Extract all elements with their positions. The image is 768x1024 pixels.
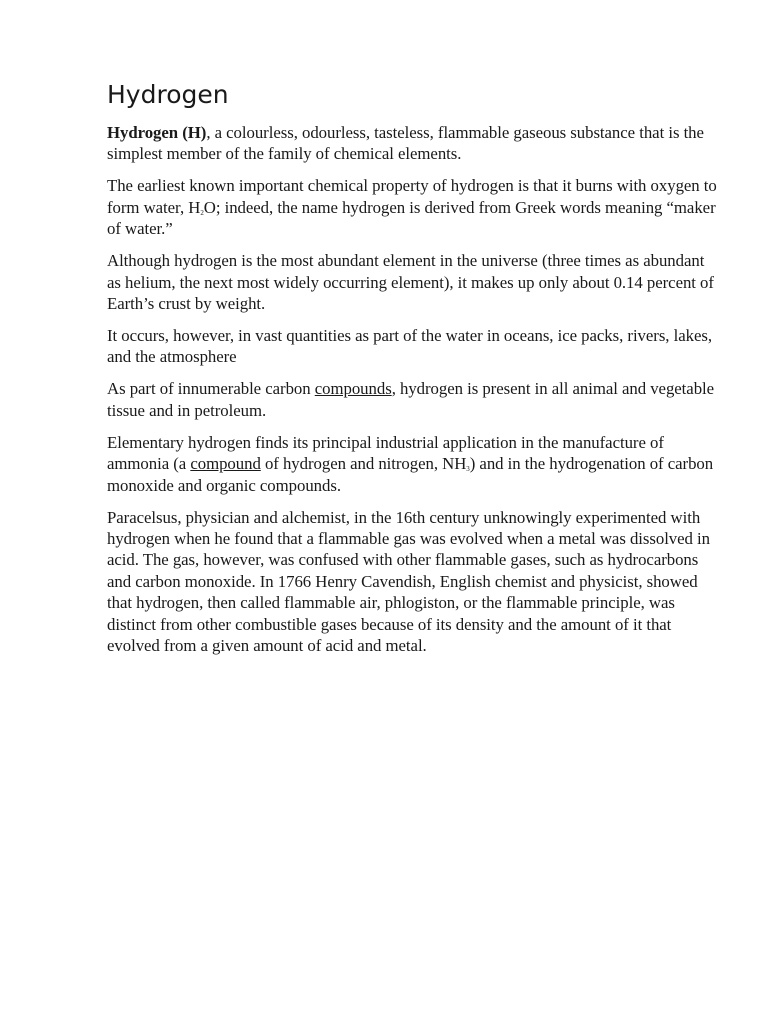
text: The earliest known important chemical property of hydrogen is that it burns with: [107, 176, 651, 196]
text: ’s crust by weight.: [143, 294, 266, 314]
text: Although hydrogen is the most abundant element in the: [107, 251, 482, 271]
subscript: 2: [200, 208, 204, 217]
text: It occurs, however, in vast quantities as part of the water in oceans,: [107, 326, 558, 346]
link-phlogiston[interactable]: phlogiston: [384, 593, 456, 613]
subscript: 3: [466, 465, 470, 474]
link-ammonia[interactable]: ammonia: [107, 454, 170, 474]
paragraph-history: [107, 507, 719, 657]
text: ,: [376, 593, 385, 613]
text: and organic compounds.: [173, 475, 341, 495]
text: . The gas, however, was confused with other flammable gases, such as hydrocarbons and carbon monoxide. In 1766: [107, 550, 699, 591]
paragraph-intro: [107, 122, 719, 165]
paragraph-abundance: [107, 250, 719, 314]
text: Elementary hydrogen finds its principal industrial application in the manufacture of: [107, 432, 664, 452]
link-carbon[interactable]: carbon: [265, 379, 311, 399]
link-henry-cavendish[interactable]: Henry Cavendish: [315, 571, 432, 591]
link-earth[interactable]: Earth: [107, 294, 144, 314]
text: , the next most widely occurring element), it makes up only about 0.14 percent of: [171, 272, 714, 292]
link-compounds[interactable]: compounds: [314, 379, 392, 399]
text: of: [645, 454, 668, 474]
link-metal[interactable]: metal: [558, 529, 596, 549]
link-acid[interactable]: acid: [107, 550, 135, 570]
text: , H: [179, 197, 201, 217]
text: , English chemist and physicist, showed that hydrogen, then called flammable: [107, 571, 698, 613]
term-hydrogen: Hydrogen (H): [107, 123, 207, 142]
text: , rivers, lakes, and the: [107, 326, 712, 367]
text: and the amount of it that evolved from a given amount of acid and metal.: [107, 614, 672, 656]
paragraph-property: [107, 175, 719, 239]
link-air[interactable]: air: [359, 593, 377, 613]
document-page: [107, 78, 719, 667]
link-density[interactable]: density: [455, 614, 504, 634]
text: of hydrogen and: [260, 454, 379, 474]
link-ice-packs[interactable]: ice packs: [557, 326, 620, 346]
text: Paracelsus, physician and alchemist, in the 16th century unknowingly experimented with hydrogen when he found that a flammable gas was evolved when a: [107, 507, 701, 549]
text: O; indeed, the name hydrogen is derived from Greek words meaning “maker of water.”: [107, 197, 716, 239]
text: , NH: [433, 454, 467, 474]
text: was dissolved in: [595, 529, 710, 549]
text: , or the flammable principle, was distinct from other combustible gases because of its: [107, 593, 675, 634]
link-helium[interactable]: helium: [125, 272, 172, 292]
link-nitrogen[interactable]: nitrogen: [378, 454, 434, 474]
text: (a: [169, 454, 191, 474]
text: , hydrogen is present in all animal and vegetable tissue and in petroleum.: [107, 379, 715, 420]
link-water[interactable]: water: [143, 197, 180, 217]
link-hydrogenation[interactable]: hydrogenation: [549, 454, 646, 474]
paragraph-compounds: [107, 378, 719, 421]
text: , a colourless, odourless, tasteless, flammable gaseous substance that is the simplest member of the family of chemical elements.: [107, 123, 704, 164]
page-title: Hydrogen: [107, 80, 229, 109]
text: ) and in the: [469, 454, 550, 474]
link-atmosphere[interactable]: atmosphere: [159, 347, 237, 367]
link-oxygen[interactable]: oxygen: [650, 176, 700, 196]
paragraph-occurrence: [107, 325, 719, 368]
link-carbon-monoxide[interactable]: carbon monoxide: [107, 454, 714, 495]
text: (three times as abundant as: [107, 251, 705, 292]
text: to form: [107, 176, 717, 217]
link-compound[interactable]: compound: [190, 454, 261, 474]
text: As part of innumerable: [107, 379, 266, 399]
paragraph-industrial: [107, 432, 719, 496]
link-universe[interactable]: universe: [481, 251, 538, 271]
